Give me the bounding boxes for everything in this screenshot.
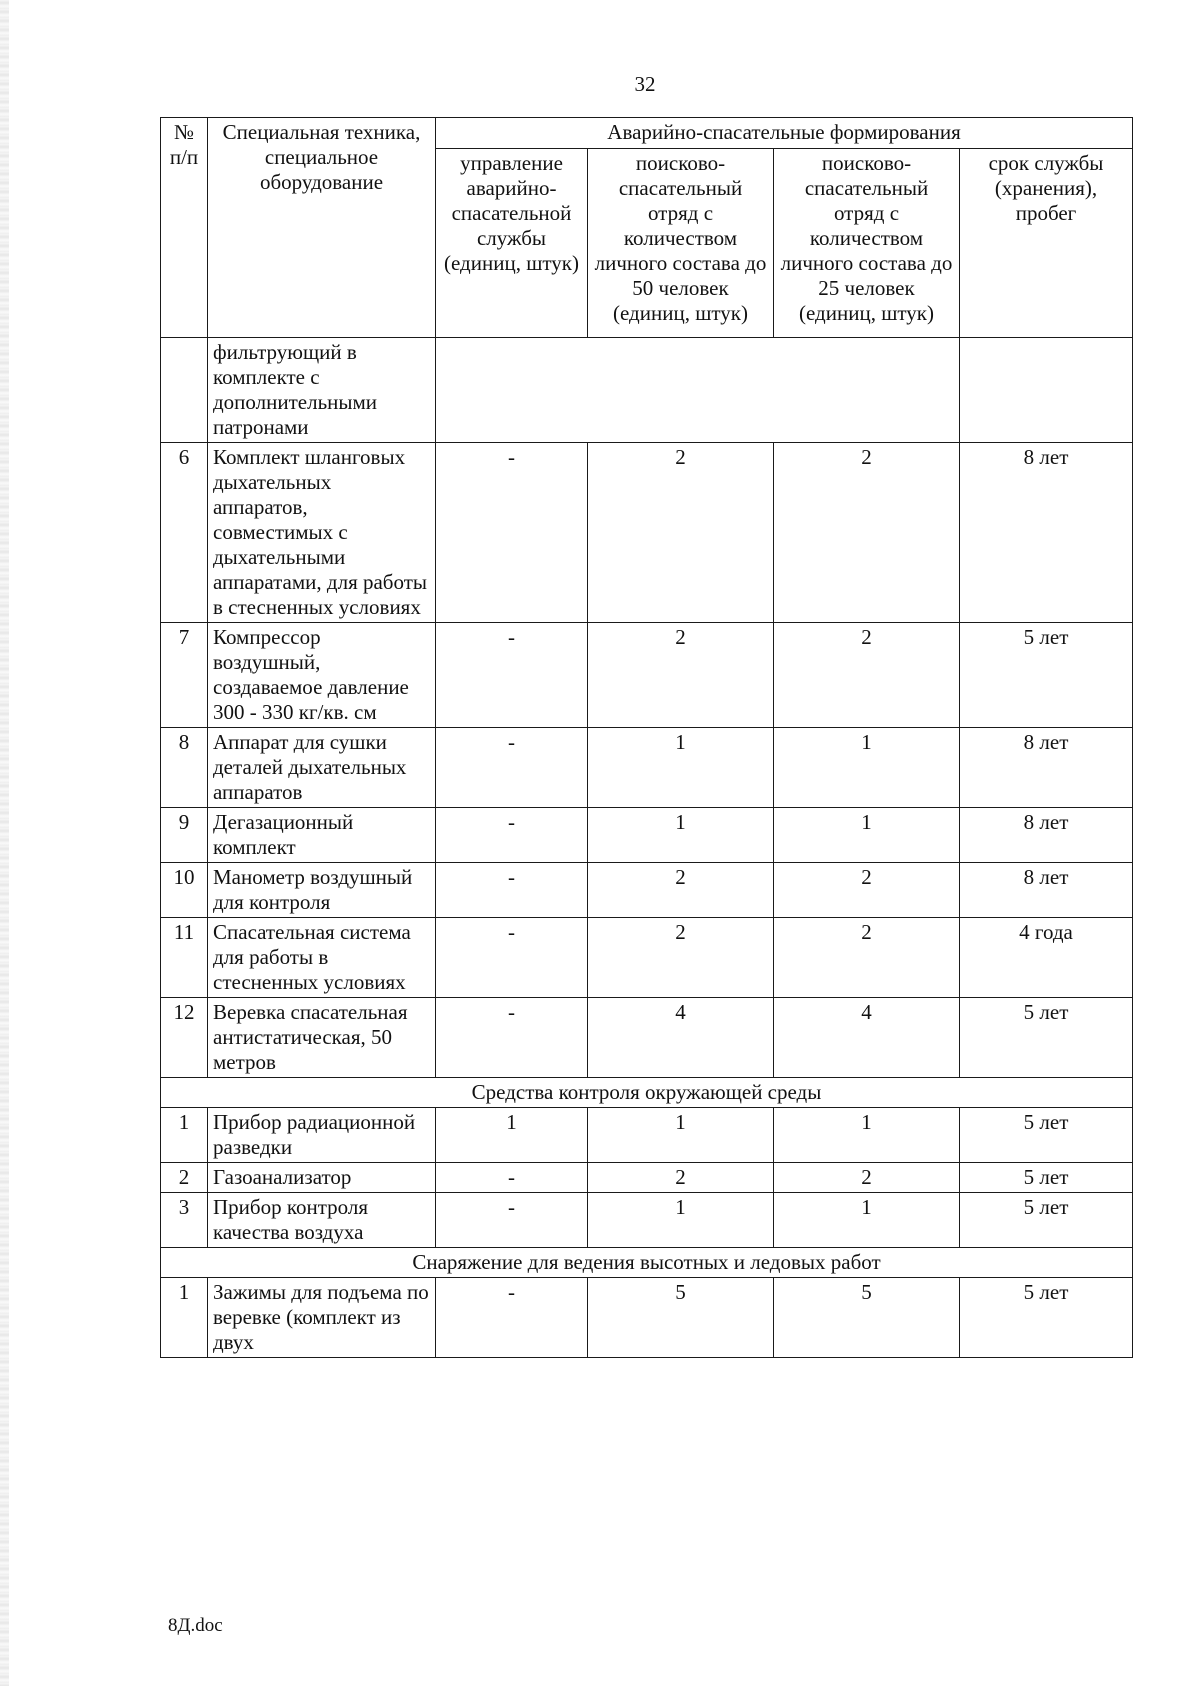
row-management-count: - (436, 808, 588, 863)
table-row (161, 1278, 1133, 1358)
row-team50-count: 2 (588, 443, 774, 623)
row-equipment-name: Компрессор воздушный, создаваемое давление 300 - 330 кг/кв. см (208, 623, 436, 728)
row-team25-count: 2 (774, 1163, 960, 1193)
footer-filename: 8Д.doc (168, 1615, 223, 1636)
row-equipment-name: Веревка спасательная антистатическая, 50 метров (208, 998, 436, 1078)
section-environment-row (161, 1078, 1133, 1108)
row-equipment-name: Дегазационный комплект (208, 808, 436, 863)
row-number: 1 (161, 1278, 208, 1358)
row-management-count: - (436, 623, 588, 728)
page-number: 32 (634, 72, 656, 96)
row-management-count: - (436, 998, 588, 1078)
row-management-count: - (436, 1163, 588, 1193)
row-equipment-name: Спасательная система для работы в стесненных условиях (208, 918, 436, 998)
row-team50-count: 2 (588, 1163, 774, 1193)
row-equipment-name: Зажимы для подъема по веревке (комплект из двух (208, 1278, 436, 1358)
row-team25-count: 2 (774, 863, 960, 918)
table-row (161, 863, 1133, 918)
row-service-life: 5 лет (960, 1163, 1133, 1193)
row-number: 9 (161, 808, 208, 863)
continuation-num (161, 338, 208, 443)
row-number: 10 (161, 863, 208, 918)
row-equipment-name: Прибор контроля качества воздуха (208, 1193, 436, 1248)
row-team25-count: 2 (774, 623, 960, 728)
header-equipment: Специальная техника, специальное оборудование (208, 118, 436, 338)
row-equipment-name: Манометр воздушный для контроля (208, 863, 436, 918)
scan-edge (0, 0, 9, 1686)
row-service-life: 5 лет (960, 1193, 1133, 1248)
row-service-life: 5 лет (960, 1108, 1133, 1163)
row-team50-count: 1 (588, 808, 774, 863)
row-management-count: - (436, 728, 588, 808)
row-number: 12 (161, 998, 208, 1078)
row-number: 6 (161, 443, 208, 623)
row-team25-count: 2 (774, 443, 960, 623)
header-team50: поисково-спасательный отряд с количеством личного состава до 50 человек (единиц, штук) (588, 149, 774, 338)
row-team50-count: 2 (588, 623, 774, 728)
table-row (161, 443, 1133, 623)
row-team50-count: 1 (588, 1108, 774, 1163)
row-service-life: 5 лет (960, 998, 1133, 1078)
row-team25-count: 2 (774, 918, 960, 998)
row-team50-count: 5 (588, 1278, 774, 1358)
row-team50-count: 2 (588, 863, 774, 918)
row-service-life: 5 лет (960, 623, 1133, 728)
row-management-count: 1 (436, 1108, 588, 1163)
equipment-table (160, 117, 1133, 1358)
header-row-1 (161, 118, 1133, 149)
section-climbing-title: Снаряжение для ведения высотных и ледовых работ (161, 1248, 1133, 1278)
row-team50-count: 2 (588, 918, 774, 998)
table-row (161, 998, 1133, 1078)
table-row (161, 728, 1133, 808)
row-equipment-name: Прибор радиационной разведки (208, 1108, 436, 1163)
row-team25-count: 1 (774, 808, 960, 863)
row-equipment-name: Комплект шланговых дыхательных аппаратов, совместимых с дыхательными аппаратами, для работы в стесненных условиях (208, 443, 436, 623)
section-climbing-row (161, 1248, 1133, 1278)
continuation-row (161, 338, 1133, 443)
row-team50-count: 4 (588, 998, 774, 1078)
group2-rows (161, 1108, 1133, 1248)
row-team25-count: 1 (774, 1193, 960, 1248)
header-service: срок службы (хранения), пробег (960, 149, 1133, 338)
row-number: 2 (161, 1163, 208, 1193)
row-management-count: - (436, 918, 588, 998)
row-management-count: - (436, 1278, 588, 1358)
row-number: 3 (161, 1193, 208, 1248)
row-number: 11 (161, 918, 208, 998)
table-row (161, 918, 1133, 998)
row-equipment-name: Аппарат для сушки деталей дыхательных аппаратов (208, 728, 436, 808)
table-row (161, 1163, 1133, 1193)
row-equipment-name: Газоанализатор (208, 1163, 436, 1193)
header-group-title: Аварийно-спасательные формирования (436, 118, 1133, 149)
continuation-text: фильтрующий в комплекте с дополнительными патронами (208, 338, 436, 443)
table-row (161, 1193, 1133, 1248)
header-num: № п/п (161, 118, 208, 338)
section-environment-title: Средства контроля окружающей среды (161, 1078, 1133, 1108)
row-service-life: 5 лет (960, 1278, 1133, 1358)
row-service-life: 8 лет (960, 808, 1133, 863)
row-management-count: - (436, 443, 588, 623)
row-number: 7 (161, 623, 208, 728)
row-service-life: 8 лет (960, 728, 1133, 808)
row-number: 1 (161, 1108, 208, 1163)
continuation-service (960, 338, 1133, 443)
table-row (161, 1108, 1133, 1163)
continuation-empty (436, 338, 960, 443)
row-team50-count: 1 (588, 1193, 774, 1248)
row-service-life: 8 лет (960, 863, 1133, 918)
row-management-count: - (436, 863, 588, 918)
header-management: управление аварийно-спасательной службы (единиц, штук) (436, 149, 588, 338)
table-row (161, 808, 1133, 863)
group3-rows (161, 1278, 1133, 1358)
header-team25: поисково-спасательный отряд с количеством личного состава до 25 человек (единиц, штук) (774, 149, 960, 338)
row-team50-count: 1 (588, 728, 774, 808)
row-team25-count: 5 (774, 1278, 960, 1358)
row-service-life: 4 года (960, 918, 1133, 998)
group1-rows (161, 443, 1133, 1078)
row-service-life: 8 лет (960, 443, 1133, 623)
row-number: 8 (161, 728, 208, 808)
row-team25-count: 1 (774, 1108, 960, 1163)
row-management-count: - (436, 1193, 588, 1248)
row-team25-count: 1 (774, 728, 960, 808)
table-row (161, 623, 1133, 728)
row-team25-count: 4 (774, 998, 960, 1078)
